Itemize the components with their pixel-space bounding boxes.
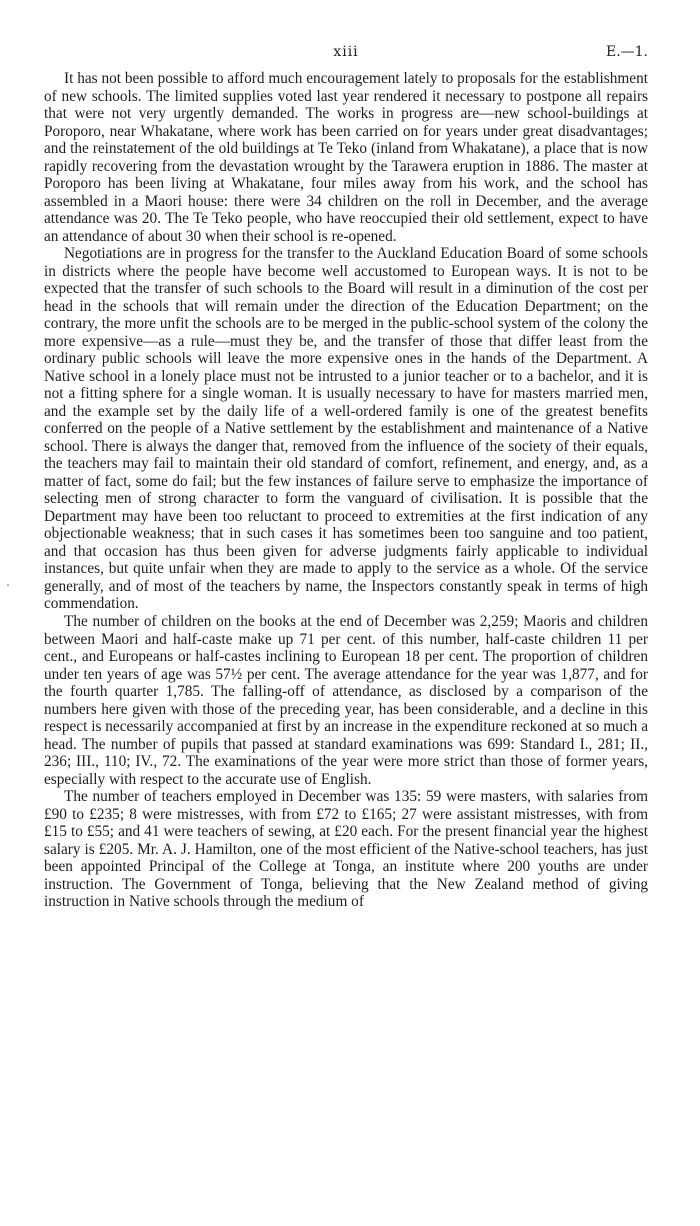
paragraph-attendance: The number of children on the books at the end of December was 2,259; Maoris and children between Maori and half-caste make up 71 per cent. of this number, half-caste children 11 per cent., and Europeans or half-castes inclining to European 18 per cent. The proportion of children under ten years of age was 57½ per cent. The average attendance for the year was 1,877, and for the fourth quarter 1,785. The falling-off of attendance, as disclosed by a comparison of the numbers here given with those of the preceding year, has been considerable, and a decline in this respect is necessarily accompanied at first by an increase in the expenditure reckoned at so much a head. The number of pupils that passed at standard examinations was 699: Standard I., 281; II., 236; III., 110; IV., 72. The examinations of the year were more strict than those of former years, especially with respect to the accurate use of English. xyxy=(44,612,648,788)
page-header xyxy=(44,44,648,66)
document-page xyxy=(44,44,648,911)
paragraph-new-schools: It has not been possible to afford much encouragement lately to proposals for the establishment of new schools. The limited supplies voted last year rendered it necessary to postpone all repairs that were not very urgently demanded. The works in progress are—new school-buildings at Poroporo, near Whakatane, where work has been carried on for years under great disadvantages; and the reinstatement of the old buildings at Te Teko (inland from Whakatane), a place that is now rapidly recovering from the devastation wrought by the Tarawera eruption in 1886. The master at Poroporo has been living at Whakatane, four miles away from his work, and the school has assembled in a Maori house: there were 34 children on the roll in December, and the average attendance was 20. The Te Teko people, who have reoccupied their old settlement, expect to have an attendance of about 30 when their school is re-opened. xyxy=(44,70,648,245)
margin-speck xyxy=(7,584,9,586)
paragraph-teachers: The number of teachers employed in December was 135: 59 were masters, with salaries from £90 to £235; 8 were mistresses, with from £72 to £165; 27 were assistant mistresses, with from £15 to £55; and 41 were teachers of sewing, at £20 each. For the present financial year the highest salary is £205. Mr. A. J. Hamilton, one of the most efficient of the Native-school teachers, has just been appointed Principal of the College at Tonga, an institute where 200 youths are under instruction. The Government of Tonga, believing that the New Zealand method of giving instruction in Native schools through the medium of xyxy=(44,788,648,911)
paragraph-board-transfer: Negotiations are in progress for the transfer to the Auckland Education Board of some schools in districts where the people have become well accustomed to European ways. It is not to be expected that the transfer of such schools to the Board will result in a diminution of the cost per head in the schools that will remain under the direction of the Education Department; on the contrary, the more unfit the schools are to be merged in the public-school system of the colony the more expensive—as a rule—must they be, and the transfer of those that differ least from the ordinary public schools will leave the more expensive ones in the hands of the Department. A Native school in a lonely place must not be intrusted to a junior teacher or to a bachelor, and it is not a fitting sphere for a single woman. It is usually necessary to have for masters married men, and the example set by the daily life of a well-ordered family is one of the greatest benefits conferred on the people of a Native settlement by the establishment and maintenance of a Native school. There is always the danger that, removed from the influence of the society of their equals, the teachers may fail to maintain their old standard of comfort, refinement, and energy, and, as a matter of fact, some do fail; but the few instances of failure serve to emphasize the importance of selecting men of strong character to form the vanguard of civilisation. It is possible that the Department may have been too reluctant to proceed to extremities at the first indication of any objectionable weakness; that in such cases it has sometimes been too sanguine and too patient, and that occasion has thus been given for adverse judgments fairly applicable to individual instances, but quite unfair when they are made to apply to the service as a whole. Of the service generally, and of most of the teachers by name, the Inspectors constantly speak in terms of high commendation. xyxy=(44,245,648,613)
document-code: E.—1. xyxy=(605,44,648,60)
body-text xyxy=(44,70,648,911)
page-number: xiii xyxy=(333,44,359,60)
